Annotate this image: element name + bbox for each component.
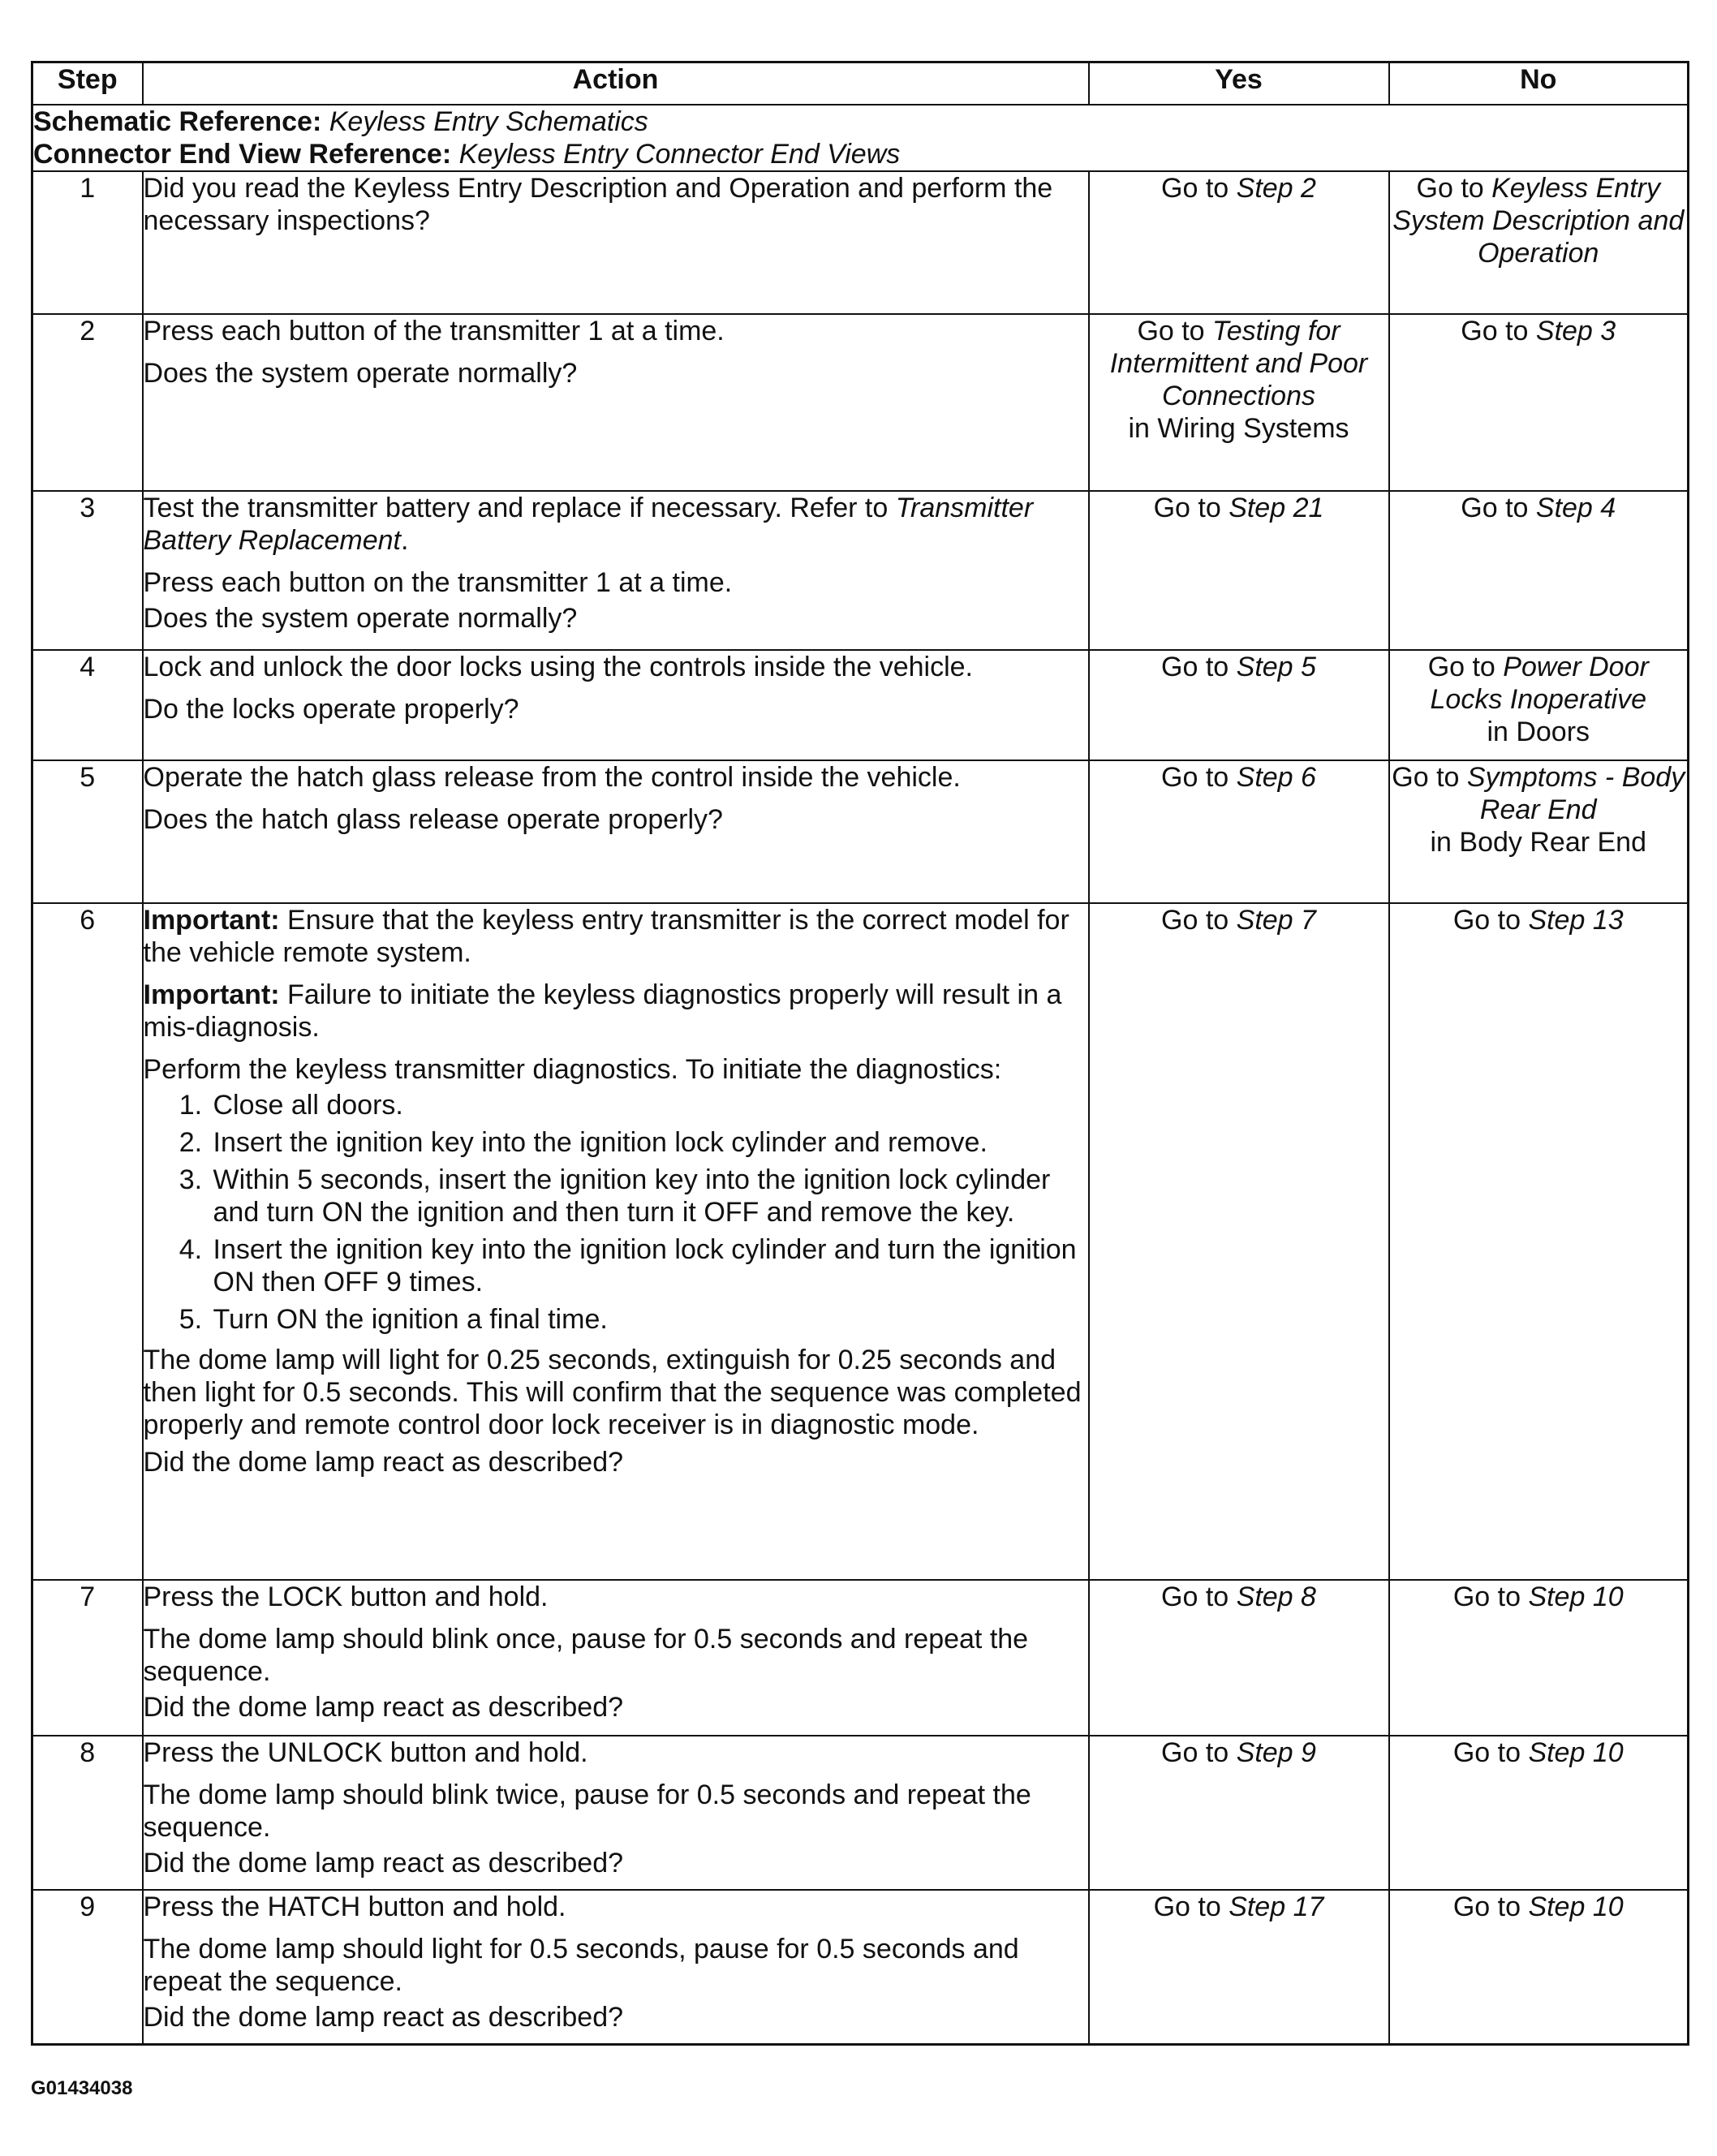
yes-result: Go to Step 8 [1089, 1580, 1389, 1736]
no-link[interactable]: Step 4 [1535, 493, 1616, 523]
important-note: Important: Failure to initiate the keyless diagnostics properly will result in a mis-diagnosis. [143, 979, 1062, 1043]
yes-link[interactable]: Step 21 [1229, 493, 1324, 523]
action-question: Did the dome lamp react as described? [143, 1848, 624, 1878]
connector-reference [33, 138, 1687, 170]
step-action [143, 1736, 1089, 1890]
step-number: 4 [32, 650, 143, 760]
table-row [32, 314, 1689, 491]
yes-link[interactable]: Step 8 [1236, 1581, 1316, 1612]
action-text: The dome lamp should blink once, pause for 0.5 seconds and repeat the sequence. [143, 1624, 1029, 1687]
no-link[interactable]: Symptoms - Body Rear End [1466, 762, 1685, 825]
yes-result: Go to Testing for Intermittent and Poor Connections in Wiring Systems [1089, 314, 1389, 491]
no-result: Go to Step 10 [1389, 1736, 1689, 1890]
no-result: Go to Step 10 [1389, 1890, 1689, 2044]
step-action [143, 650, 1089, 760]
step-action [143, 1580, 1089, 1736]
schematic-reference [33, 105, 1687, 138]
yes-result: Go to Step 5 [1089, 650, 1389, 760]
step-action [143, 491, 1089, 650]
step-number: 3 [32, 491, 143, 650]
header-no: No [1389, 62, 1689, 105]
step-number: 7 [32, 1580, 143, 1736]
step-number: 5 [32, 760, 143, 903]
yes-link[interactable]: Step 9 [1236, 1737, 1316, 1768]
table-header-row [32, 62, 1689, 105]
list-item: 1. Close all doors. [210, 1089, 1088, 1121]
action-text: Test the transmitter battery and replace if necessary. Refer to Transmitter Battery Replacement. [143, 493, 1034, 556]
header-action: Action [143, 62, 1089, 105]
table-row [32, 650, 1689, 760]
header-step: Step [32, 62, 143, 105]
step-number: 9 [32, 1890, 143, 2044]
table-row [32, 1890, 1689, 2044]
no-result: Go to Symptoms - Body Rear End in Body Rear End [1389, 760, 1689, 903]
yes-link[interactable]: Testing for Intermittent and Poor Connections [1109, 316, 1368, 411]
reference-row [32, 105, 1689, 171]
no-link[interactable]: Power Door Locks Inoperative [1430, 652, 1649, 715]
header-yes: Yes [1089, 62, 1389, 105]
action-question: Does the system operate normally? [143, 358, 578, 389]
step-number: 6 [32, 903, 143, 1580]
table-row [32, 1736, 1689, 1890]
action-text: The dome lamp will light for 0.25 seconds, extinguish for 0.25 seconds and then light for 0.5 seconds. This will confirm that the sequence was completed properly and remote control door lock receiver is in diagnostic mode. [143, 1345, 1082, 1440]
action-text: Did you read the Keyless Entry Description and Operation and perform the necessary inspections? [143, 173, 1053, 236]
action-text: Press the UNLOCK button and hold. [143, 1737, 588, 1768]
action-text: The dome lamp should light for 0.5 seconds, pause for 0.5 seconds and repeat the sequence. [143, 1934, 1019, 1997]
step-action [143, 760, 1089, 903]
no-link[interactable]: Step 3 [1535, 316, 1616, 346]
no-result: Go to Step 13 [1389, 903, 1689, 1580]
action-question: Did the dome lamp react as described? [143, 1447, 624, 1478]
action-question: Did the dome lamp react as described? [143, 2002, 624, 2033]
action-text: Lock and unlock the door locks using the controls inside the vehicle. [143, 652, 973, 682]
yes-link[interactable]: Step 6 [1236, 762, 1316, 793]
no-link[interactable]: Step 10 [1528, 1737, 1624, 1768]
yes-link[interactable]: Step 2 [1236, 173, 1316, 204]
yes-result: Go to Step 17 [1089, 1890, 1389, 2044]
no-result: Go to Keyless Entry System Description and Operation [1389, 171, 1689, 314]
action-text: Perform the keyless transmitter diagnostics. To initiate the diagnostics: [143, 1054, 1002, 1085]
action-question: Did the dome lamp react as described? [143, 1692, 624, 1723]
step-action [143, 903, 1089, 1580]
step-action [143, 314, 1089, 491]
step-number: 2 [32, 314, 143, 491]
table-row [32, 1580, 1689, 1736]
schematic-reference-label: Schematic Reference: [33, 106, 322, 137]
no-link[interactable]: Keyless Entry System Description and Operation [1392, 173, 1685, 269]
yes-link[interactable]: Step 7 [1236, 905, 1316, 936]
list-item: 3. Within 5 seconds, insert the ignition key into the ignition lock cylinder and turn ON the ignition and then turn it OFF and remove the key. [210, 1164, 1088, 1229]
yes-link[interactable]: Step 17 [1229, 1891, 1324, 1922]
no-link[interactable]: Step 10 [1528, 1891, 1624, 1922]
reference-cell [32, 105, 1689, 171]
no-result: Go to Step 4 [1389, 491, 1689, 650]
table-row [32, 171, 1689, 314]
table-row [32, 760, 1689, 903]
schematic-reference-link[interactable]: Keyless Entry Schematics [329, 106, 648, 137]
action-question: Do the locks operate properly? [143, 694, 519, 725]
action-text: Press each button of the transmitter 1 at a time. [143, 316, 725, 346]
yes-result: Go to Step 7 [1089, 903, 1389, 1580]
table-row [32, 903, 1689, 1580]
step-action [143, 1890, 1089, 2044]
diagnostic-table-sheet [31, 61, 1687, 2046]
action-text: Operate the hatch glass release from the control inside the vehicle. [143, 762, 961, 793]
action-question: Does the hatch glass release operate properly? [143, 804, 723, 835]
no-result: Go to Step 10 [1389, 1580, 1689, 1736]
action-text: Press the LOCK button and hold. [143, 1581, 549, 1612]
action-text: The dome lamp should blink twice, pause for 0.5 seconds and repeat the sequence. [143, 1779, 1031, 1843]
action-text: Press the HATCH button and hold. [143, 1891, 566, 1922]
diagnostic-procedure-list [144, 1089, 1088, 1336]
no-result: Go to Step 3 [1389, 314, 1689, 491]
connector-reference-link[interactable]: Keyless Entry Connector End Views [458, 139, 901, 170]
figure-id: G01434038 [31, 2077, 133, 2099]
important-note: Important: Ensure that the keyless entry transmitter is the correct model for the vehicle remote system. [143, 905, 1069, 968]
list-item: 2. Insert the ignition key into the ignition lock cylinder and remove. [210, 1126, 1088, 1159]
yes-result: Go to Step 2 [1089, 171, 1389, 314]
action-link[interactable]: Transmitter Battery Replacement [143, 493, 1034, 556]
step-number: 8 [32, 1736, 143, 1890]
no-result: Go to Power Door Locks Inoperative in Doors [1389, 650, 1689, 760]
no-link[interactable]: Step 10 [1528, 1581, 1624, 1612]
diagnostic-table [31, 61, 1689, 2046]
yes-result: Go to Step 21 [1089, 491, 1389, 650]
no-link[interactable]: Step 13 [1528, 905, 1624, 936]
yes-link[interactable]: Step 5 [1236, 652, 1316, 682]
step-number: 1 [32, 171, 143, 314]
list-item: 4. Insert the ignition key into the ignition lock cylinder and turn the ignition ON then OFF 9 times. [210, 1233, 1088, 1298]
connector-reference-label: Connector End View Reference: [33, 139, 452, 170]
yes-result: Go to Step 9 [1089, 1736, 1389, 1890]
yes-result: Go to Step 6 [1089, 760, 1389, 903]
list-item: 5. Turn ON the ignition a final time. [210, 1303, 1088, 1336]
action-text: Press each button on the transmitter 1 at a time. [143, 567, 733, 598]
table-row [32, 491, 1689, 650]
action-question: Does the system operate normally? [143, 603, 578, 634]
step-action [143, 171, 1089, 314]
